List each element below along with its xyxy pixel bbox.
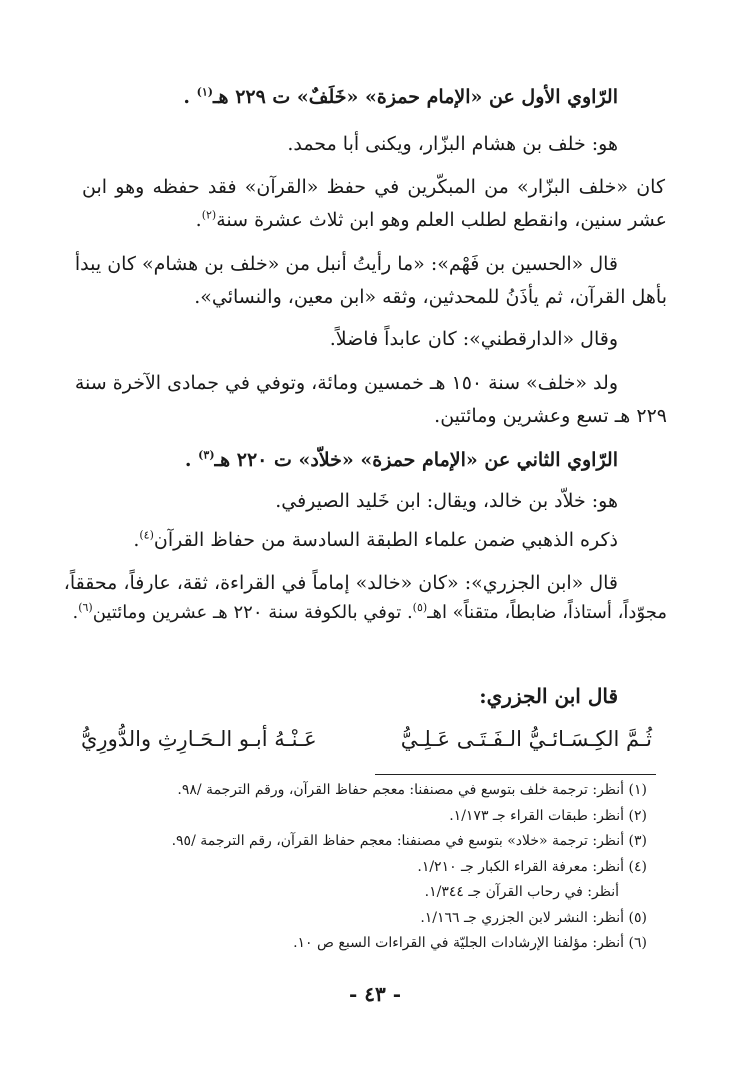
footnote-ref: (٥) [412, 601, 428, 614]
paragraph-text: ولد «خلف» سنة ١٥٠ هـ خمسين ومائة، وتوفي في جمادى الآخرة سنة [74, 372, 618, 394]
footnote-number: (٥) [628, 910, 647, 926]
paragraph-jazari-line-1 [63, 570, 618, 596]
verse-hemistich-left [81, 724, 317, 754]
period: . [72, 602, 79, 623]
footnote-separator [375, 774, 656, 775]
verse-heading-text: قال ابن الجزري: [479, 684, 618, 708]
paragraph-dhahabi [133, 527, 618, 553]
period: . [133, 529, 140, 551]
second-narrator-heading [185, 447, 618, 473]
paragraph-memorization-line-2 [196, 207, 667, 233]
footnote-3 [172, 830, 647, 852]
paragraph-memorization-line-1 [82, 174, 665, 200]
footnote-number: (٤) [628, 859, 647, 875]
footnote-text: أنظر: ترجمة «خلاد» بتوسع في مصنفنا: معجم حفاظ القرآن، رقم الترجمة /٩٥. [171, 833, 625, 849]
period: . [195, 209, 202, 231]
footnote-6 [293, 932, 647, 954]
first-narrator-heading [183, 84, 618, 110]
heading-text: الرّاوي الأول عن «الإمام حمزة» «خَلَفٌ» ت ٢٢٩ هـ [212, 86, 618, 108]
paragraph-text: هو: خلف بن هشام البزّار، ويكنى أبا محمد. [287, 133, 618, 155]
paragraph-text: عشر سنين، وانقطع لطلب العلم وهو ابن ثلاث عشرة سنة [216, 209, 667, 231]
footnote-text: أنظر: طبقات القراء جـ ١/١٧٣. [449, 808, 625, 824]
paragraph-text: قال «الحسين بن فَهْم»: «ما رأيتُ أنبل من «خلف بن هشام» كان يبدأ [74, 253, 618, 275]
footnote-ref: (٢) [201, 208, 217, 222]
verse-text: عَـنْـهُ أبـو الـحَـارِثِ والدُّورِيُّ [81, 727, 317, 751]
footnote-text: أنظر: النشر لابن الجزري جـ ١/١٦٦. [420, 910, 625, 926]
footnote-ref: (١) [196, 85, 213, 99]
paragraph-text: مجوّداً، أستاذاً، ضابطاً، متقناً» اهـ [427, 602, 667, 623]
paragraph-birth-line-1 [74, 370, 618, 396]
paragraph-text: . توفي بالكوفة سنة ٢٢٠ هـ عشرين ومائتين [92, 602, 413, 623]
paragraph-text: وقال «الدارقطني»: كان عابداً فاضلاً. [329, 328, 618, 350]
footnote-number: (٦) [628, 935, 647, 951]
verse-hemistich-right [401, 724, 652, 754]
paragraph-text: بأهل القرآن، ثم يأذَنُ للمحدثين، وثقه «ابن معين، والنسائي». [194, 286, 667, 308]
footnote-number: (١) [628, 782, 647, 798]
page-number: - ٤٣ - [348, 982, 401, 1006]
footnote-text: أنظر: ترجمة خلف بتوسع في مصنفنا: معجم حفاظ القرآن، ورقم الترجمة /٩٨. [177, 782, 625, 798]
paragraph-birth-line-2 [434, 403, 667, 429]
paragraph-quote-line-1 [74, 251, 618, 277]
footnote-1 [177, 779, 647, 801]
footnote-ref: (٦) [78, 601, 93, 614]
heading-text: الرّاوي الثاني عن «الإمام حمزة» «خلاّد» ت ٢٢٠ هـ [214, 449, 618, 471]
footnote-4b [425, 881, 619, 903]
period: . [184, 449, 192, 471]
paragraph-daraqutni [330, 326, 618, 352]
footnote-number: (٢) [628, 808, 647, 824]
footnote-ref: (٤) [139, 528, 154, 542]
footnote-5 [420, 907, 647, 929]
footnote-2 [449, 805, 647, 827]
footnote-text: أنظر: مؤلفنا الإرشادات الجليّة في القراءات السبع ص ١٠. [293, 935, 625, 951]
paragraph-text: ٢٢٩ هـ تسع وعشرين ومائتين. [434, 405, 667, 427]
paragraph-text: قال «ابن الجزري»: «كان «خالد» إماماً في القراءة، ثقة، عارفاً، محققاً، [63, 572, 618, 594]
paragraph-identity-khallad [275, 488, 618, 514]
paragraph-text: كان «خلف البزّار» من المبكّرين في حفظ «القرآن» فقد حفظه وهو ابن [82, 176, 665, 198]
verse-heading [479, 683, 618, 709]
paragraph-quote-line-2 [194, 284, 667, 310]
footnote-text: أنظر: معرفة القراء الكبار جـ ١/٢١٠. [417, 859, 625, 875]
paragraph-jazari-line-2 [72, 600, 667, 626]
footnote-4 [417, 856, 647, 878]
verse-text: ثُـمَّ الكِـسَـائـيُّ الـفَـتَـى عَـلِـيُّ [400, 727, 652, 751]
paragraph-text: ذكره الذهبي ضمن علماء الطبقة السادسة من حفاظ القرآن [153, 529, 618, 551]
footnote-number: (٣) [628, 833, 647, 849]
paragraph-text: هو: خلاّد بن خالد، ويقال: ابن خَليد الصيرفي. [275, 490, 618, 512]
footnote-text: أنظر: في رحاب القرآن جـ ١/٣٤٤. [424, 884, 619, 900]
footnote-ref: (٣) [198, 448, 215, 462]
period: . [183, 86, 190, 108]
paragraph-identity-khalaf [287, 131, 618, 157]
